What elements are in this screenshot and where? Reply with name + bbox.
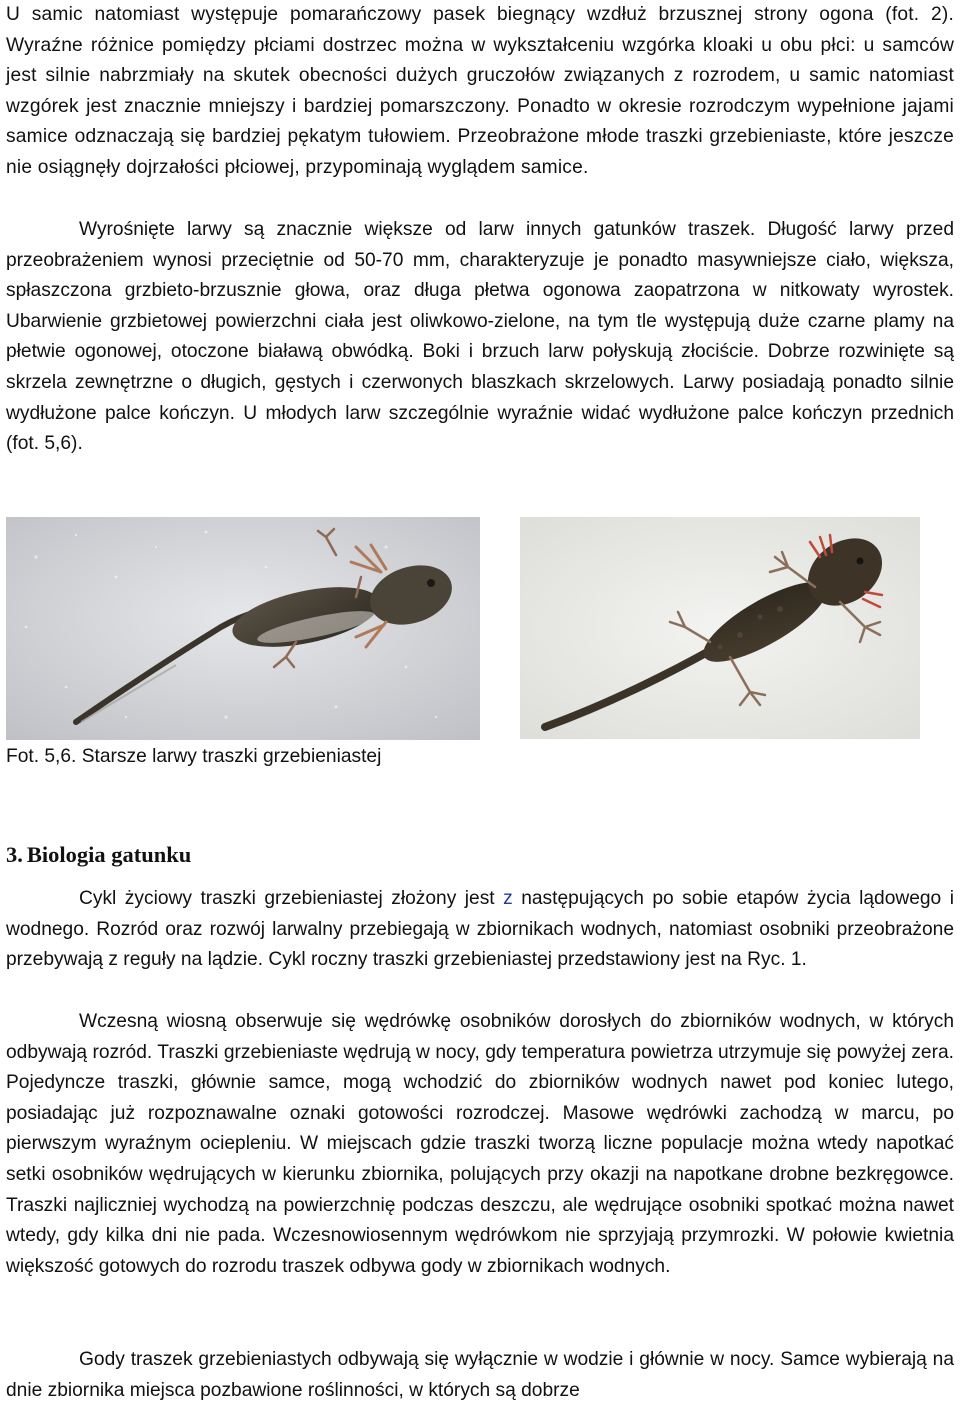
highlighted-word: z [503,888,513,909]
paragraph-life-cycle-end: następujących po sobie etapów życia lądowego i wodnego. Rozród oraz rozwój larwalny przebiegają w zbiornikach wodnych, natomiast osobniki przeobrażone przebywają z reguły na lądzie. Cykl roczny traszki grzebieniastej przedstawiony jest na Ryc. 1. [6,888,954,971]
section-title: Biologia gatunku [26,842,192,867]
section-heading [6,838,191,872]
paragraph-larvae-description: Wyrośnięte larwy są znacznie większe od larw innych gatunków traszek. Długość larwy przed przeobrażeniem wynosi przeciętnie od 50-70 mm, charakteryzuje je ponadto masywniejsze ciało, większa, spłaszczona grzbieto-brzusznie głowa, oraz długa płetwa ogonowa zaopatrzona w nitkowaty wyrostek. Ubarwienie grzbietowej powierzchni ciała jest oliwkowo-zielone, na tym tle występują duże czarne plamy na płetwie ogonowej, otoczone białawą obwódką. Boki i brzuch larw połyskują złociście. Dobrze rozwinięte są skrzela zewnętrzne o długich, gęstych i czerwonych blaszkach skrzelowych. Larwy posiadają ponadto silnie wydłużone palce kończyn. U młodych larw szczególnie wyraźnie widać wydłużone palce kończyn przednich (fot. 5,6). [6,219,954,455]
larva-photo-right-image [520,517,920,739]
larva-photo-left [6,517,480,740]
paragraph-mating: Gody traszek grzebieniastych odbywają się wyłącznie w wodzie i głównie w nocy. Samce wybierają na dnie zbiornika miejsca pozbawione roślinności, w których są dobrze [6,1349,954,1401]
section-number: 3. [6,842,23,867]
figure-caption: Fot. 5,6. Starsze larwy traszki grzebieniastej [6,746,382,767]
larva-photo-right [520,517,920,739]
paragraph-sex-differences: U samic natomiast występuje pomarańczowy pasek biegnący wzdłuż brzusznej strony ogona (fot. 2). Wyraźne różnice pomiędzy płciami dostrzec można w wykształceniu wzgórka kloaki u obu płci: u samców jest silnie nabrzmiały na skutek obecności dużych gruczołów związanych z rozrodem, u samic natomiast wzgórek jest znacznie mniejszy i bardziej pomarszczony. Ponadto w okresie rozrodczym wypełnione jajami samice odznaczają się bardziej pękatym tułowiem. Przeobrażone młode traszki grzebieniaste, które jeszcze nie osiągnęły dojrzałości płciowej, przypominają wyglądem samice. [6,4,954,178]
paragraph-life-cycle-start: Cykl życiowy traszki grzebieniastej złożony jest [79,888,504,909]
larva-photo-left-image [6,517,480,740]
paragraph-life-cycle [6,884,954,976]
paragraph-spring-migration: Wczesną wiosną obserwuje się wędrówkę osobników dorosłych do zbiorników wodnych, w których odbywają rozród. Traszki grzebieniaste wędrują w nocy, gdy temperatura powietrza utrzymuje się powyżej zera. Pojedyncze traszki, głównie samce, mogą wchodzić do zbiorników wodnych nawet pod koniec lutego, posiadając już rozpoznawalne oznaki gotowości rozrodczej. Masowe wędrówki zachodzą w marcu, po pierwszym wyraźnym ociepleniu. W miejscach gdzie traszki tworzą liczne populacje można wtedy napotkać setki osobników wędrujących w kierunku zbiornika, polujących przy okazji na napotkane drobne bezkręgowce. Traszki najliczniej wychodzą na powierzchnię podczas deszczu, ale wędrujące osobniki spotkać można nawet wtedy, gdy kilka dni nie pada. Wczesnowiosennym wędrówkom nie sprzyjają przymrozki. W połowie kwietnia większość gotowych do rozrodu traszek odbywa gody w zbiornikach wodnych. [6,1011,954,1277]
